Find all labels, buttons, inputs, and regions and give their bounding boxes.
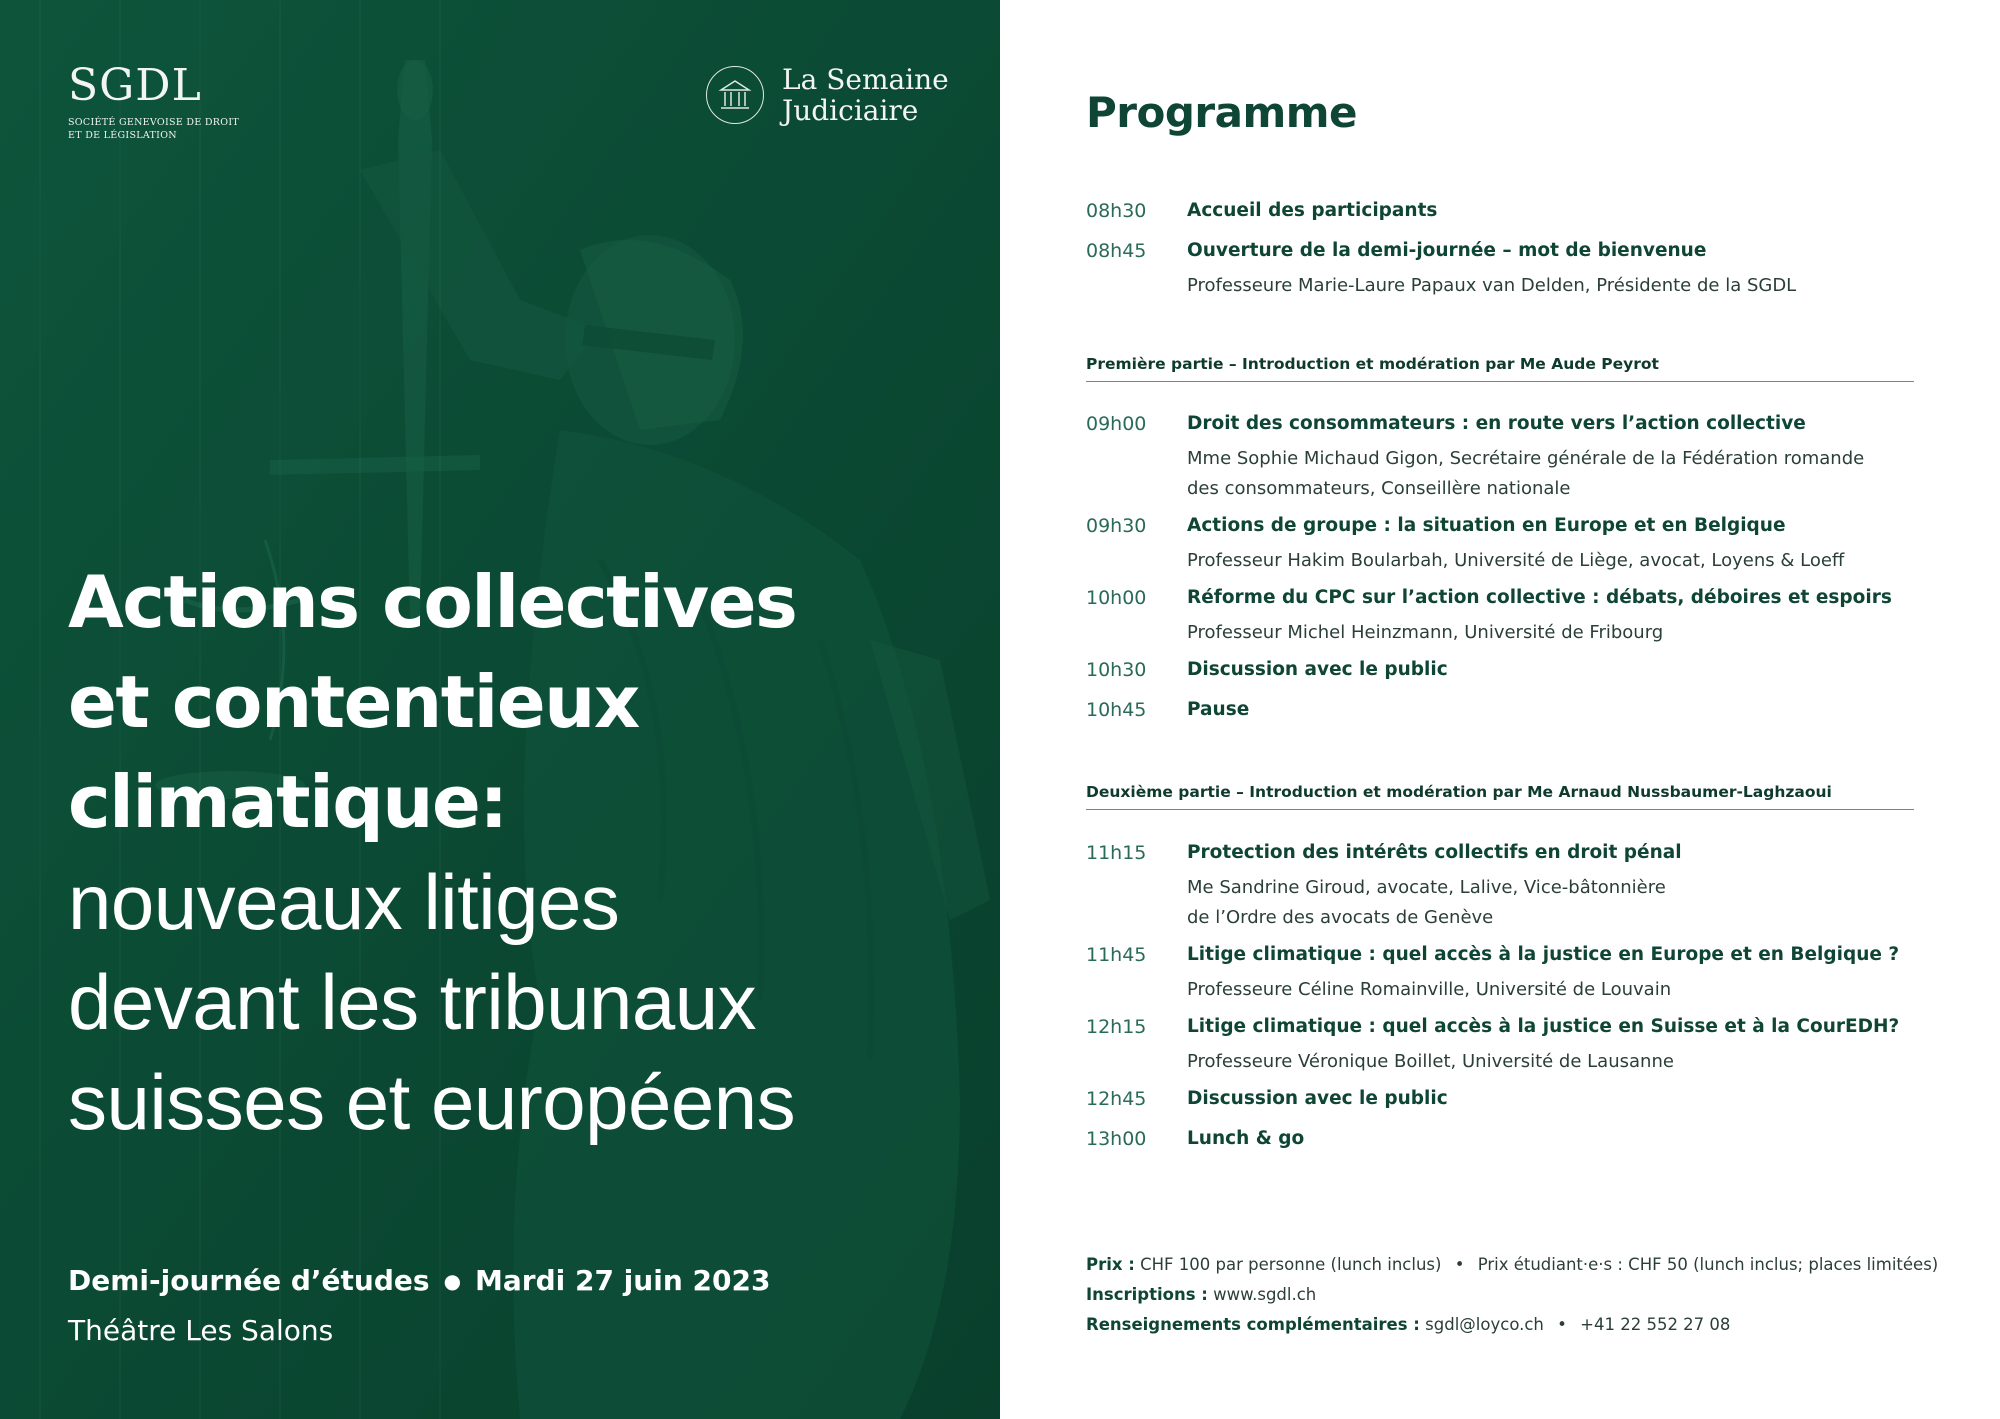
item-speaker: des consommateurs, Conseillère nationale — [1187, 478, 1571, 499]
part2-heading: Deuxième partie – Introduction et modération par Me Arnaud Nussbaumer-Laghzaoui — [1086, 783, 1914, 810]
item-speaker: Professeur Michel Heinzmann, Université de Fribourg — [1187, 622, 1664, 643]
programme-panel — [1000, 0, 2000, 1419]
item-speaker: Professeure Marie-Laure Papaux van Delden, Présidente de la SGDL — [1187, 275, 1797, 296]
sgdl-logo — [68, 60, 248, 142]
contact-phone[interactable]: +41 22 552 27 08 — [1580, 1315, 1731, 1334]
contact-email[interactable]: sgdl@loyco.ch — [1425, 1315, 1544, 1334]
headline-subline: suisses et européens — [68, 1058, 796, 1146]
item-time: 08h45 — [1086, 240, 1147, 262]
bullet-separator-icon: • — [1454, 1255, 1465, 1274]
item-time: 11h15 — [1086, 842, 1147, 864]
item-time: 12h15 — [1086, 1016, 1147, 1038]
registration-link[interactable]: www.sgdl.ch — [1213, 1285, 1317, 1304]
event-type-date — [68, 1264, 770, 1297]
sgdl-logo-subtitle: SOCIÉTÉ GENEVOISE DE DROIT ET DE LÉGISLATION — [68, 117, 240, 141]
item-time: 09h30 — [1086, 515, 1147, 537]
item-title: Lunch & go — [1187, 1128, 1305, 1149]
registration-label: Inscriptions : — [1086, 1285, 1208, 1304]
sgdl-logo-mark: SGDL — [68, 60, 202, 111]
item-title: Pause — [1187, 699, 1250, 720]
semaine-judiciaire-logo — [706, 64, 949, 126]
item-title: Droit des consommateurs : en route vers l’action collective — [1187, 413, 1806, 434]
item-title: Discussion avec le public — [1187, 1088, 1448, 1109]
headline-line: climatique: — [68, 760, 507, 844]
item-time: 08h30 — [1086, 200, 1147, 222]
item-time: 10h00 — [1086, 587, 1147, 609]
event-date: Mardi 27 juin 2023 — [475, 1264, 771, 1297]
headline-line: et contentieux — [68, 660, 639, 744]
item-speaker: Me Sandrine Giroud, avocate, Lalive, Vice-bâtonnière — [1187, 877, 1666, 898]
contact-info — [1086, 1315, 1730, 1334]
event-type: Demi-journée d’études — [68, 1264, 430, 1297]
bullet-separator-icon: • — [1557, 1315, 1567, 1334]
part1-heading: Première partie – Introduction et modération par Me Aude Peyrot — [1086, 355, 1914, 382]
price-label: Prix : — [1086, 1255, 1135, 1274]
item-title: Litige climatique : quel accès à la justice en Europe et en Belgique ? — [1187, 944, 1900, 965]
headline-line: Actions collectives — [68, 560, 797, 644]
item-title: Ouverture de la demi-journée – mot de bienvenue — [1187, 240, 1707, 261]
event-headline — [68, 552, 968, 1152]
headline-subline: nouveaux litiges — [68, 858, 620, 946]
item-time: 11h45 — [1086, 944, 1147, 966]
item-speaker: Professeure Véronique Boillet, Université de Lausanne — [1187, 1051, 1674, 1072]
item-time: 09h00 — [1086, 413, 1147, 435]
item-title: Protection des intérêts collectifs en droit pénal — [1187, 842, 1682, 863]
student-price: Prix étudiant·e·s : CHF 50 (lunch inclus; places limitées) — [1477, 1255, 1939, 1274]
item-speaker: Professeure Céline Romainville, Université de Louvain — [1187, 979, 1672, 1000]
item-time: 10h45 — [1086, 699, 1147, 721]
item-title: Litige climatique : quel accès à la justice en Suisse et à la CourEDH? — [1187, 1016, 1900, 1037]
item-title: Réforme du CPC sur l’action collective : débats, déboires et espoirs — [1187, 587, 1892, 608]
building-emblem-icon — [706, 66, 764, 124]
item-speaker: de l’Ordre des avocats de Genève — [1187, 907, 1494, 928]
registration-info — [1086, 1285, 1316, 1304]
semaine-logo-line1: La Semaine — [782, 63, 949, 96]
item-title: Accueil des participants — [1187, 200, 1438, 221]
item-speaker: Professeur Hakim Boularbah, Université de Liège, avocat, Loyens & Loeff — [1187, 550, 1845, 571]
semaine-logo-line2: Judiciaire — [782, 94, 919, 127]
bullet-separator-icon: ● — [443, 1268, 462, 1293]
item-title: Discussion avec le public — [1187, 659, 1448, 680]
item-speaker: Mme Sophie Michaud Gigon, Secrétaire générale de la Fédération romande — [1187, 448, 1865, 469]
item-time: 10h30 — [1086, 659, 1147, 681]
contact-label: Renseignements complémentaires : — [1086, 1315, 1420, 1334]
headline-subline: devant les tribunaux — [68, 958, 757, 1046]
price-value: CHF 100 par personne (lunch inclus) — [1140, 1255, 1442, 1274]
price-info — [1086, 1255, 1938, 1274]
item-title: Actions de groupe : la situation en Europe et en Belgique — [1187, 515, 1786, 536]
item-time: 12h45 — [1086, 1088, 1147, 1110]
item-time: 13h00 — [1086, 1128, 1147, 1150]
programme-title: Programme — [1086, 88, 1357, 137]
event-venue: Théâtre Les Salons — [68, 1314, 334, 1347]
